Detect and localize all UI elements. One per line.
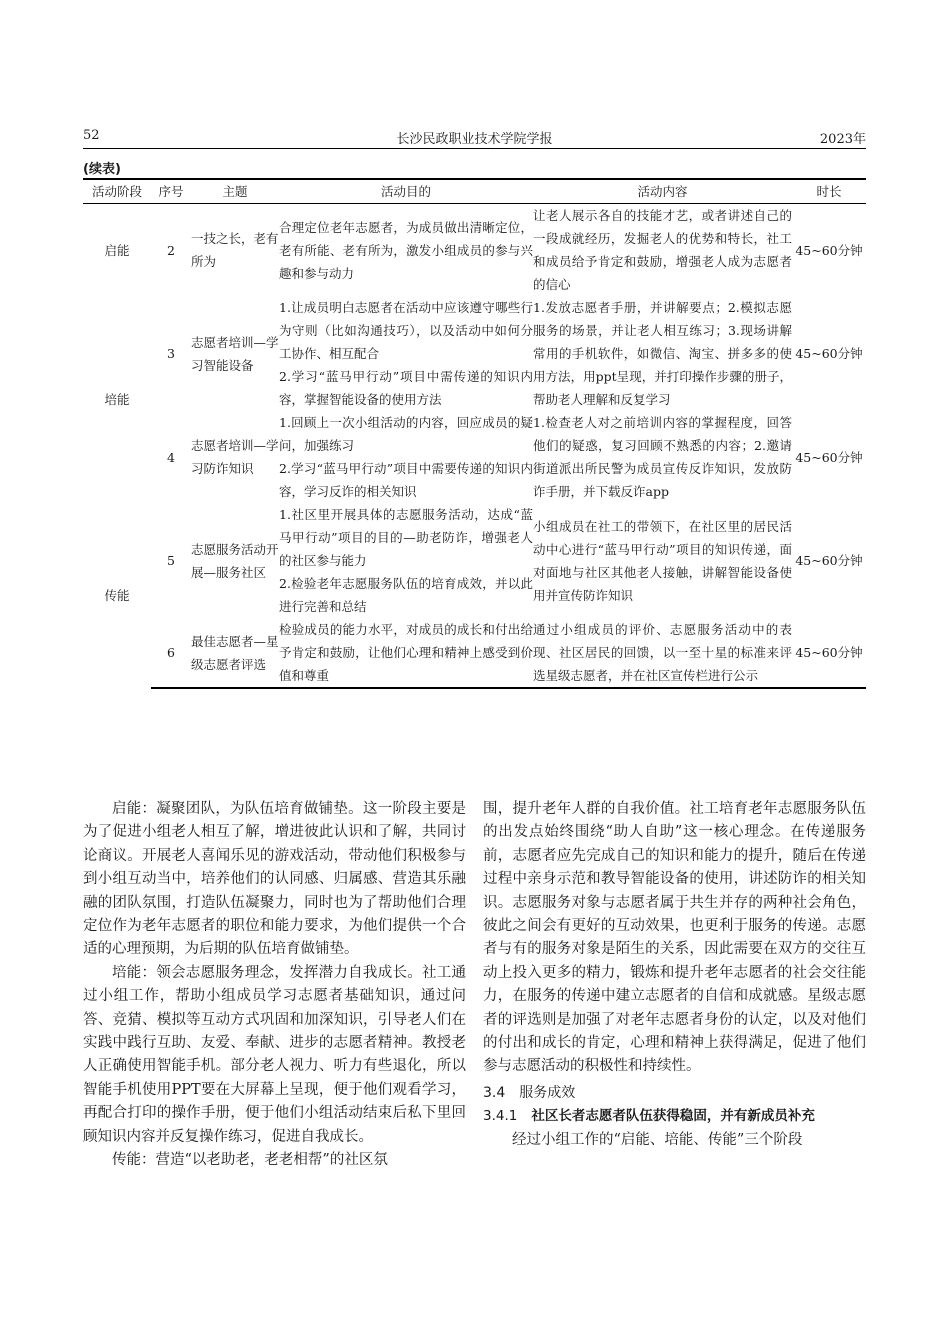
- topic-cell: 志愿者培训—学习智能设备: [191, 334, 279, 373]
- content-cell: 小组成员在社工的带领下，在社区里的居民活动中心进行“蓝马甲行动”项目的知识传递，面对面地与社区其他老人接触，讲解智能设备使用并宣传防诈知识: [533, 518, 792, 603]
- duration-cell: 45~60分钟: [795, 449, 863, 465]
- topic-cell: 一技之长，老有所为: [191, 231, 279, 269]
- header-duration: 时长: [792, 179, 866, 204]
- table-continued-label: (续表): [83, 162, 121, 177]
- journal-title: 长沙民政职业技术学院学报: [396, 132, 553, 147]
- right-column: [483, 798, 866, 1152]
- header-purpose: 活动目的: [279, 179, 533, 204]
- subsection-heading: [483, 1105, 866, 1128]
- number-cell: 4: [167, 449, 175, 465]
- table-row: [83, 296, 866, 411]
- duration-cell: 45~60分钟: [795, 242, 863, 258]
- header-stage: 活动阶段: [83, 179, 151, 204]
- left-column: [83, 798, 466, 1173]
- stage-cell: 培能: [104, 392, 130, 407]
- paragraph-results: 经过小组工作的“启能、培能、传能”三个阶段: [512, 1131, 803, 1148]
- table-row: [83, 503, 866, 618]
- header-topic: 主题: [191, 179, 279, 204]
- topic-cell: 志愿者培训—学习防诈知识: [191, 438, 279, 476]
- duration-cell: 45~60分钟: [792, 618, 866, 688]
- subsection-number: 3.4.1: [483, 1108, 518, 1125]
- page-number: 52: [83, 128, 100, 143]
- activity-table: [83, 178, 866, 689]
- content-cell: 1.检查老人对之前培训内容的掌握程度，回答他们的疑惑，复习回顾不熟悉的内容；2.邀请街道派出所民警为成员宣传反诈知识，发放防诈手册，并下载反诈app: [533, 415, 792, 499]
- number-cell: 3: [167, 346, 175, 361]
- header-content: 活动内容: [533, 179, 792, 204]
- number-cell: 6: [151, 618, 191, 688]
- year-label: 2023年: [819, 132, 866, 147]
- paragraph-continued: 围，提升老年人群的自我价值。社工培育老年志愿服务队伍的出发点始终围绕“助人自助”这一核心理念。在传递服务前，志愿者应先完成自己的知识和能力的提升，随后在传递过程中亲身示范和教导智能设备的使用，讲述防诈的相关知识。志愿服务对象与志愿者属于共生并存的两种社会角色，彼此之间会有更好的互动效果，也更利于服务的传递。志愿者与有的服务对象是陌生的关系，因此需要在双方的交往互动上投入更多的精力，锻炼和提升老年志愿者的社会交往能力，在服务的传递中建立志愿者的自信和成就感。星级志愿者的评选则是加强了对老年志愿者身份的认定，以及对他们的付出和成长的肯定，心理和精神上获得满足，促进了他们参与志愿活动的积极性和持续性。: [483, 801, 866, 1075]
- purpose-cell: 1.回顾上一次小组活动的内容，回应成员的疑问，加强练习 2.学习“蓝马甲行动”项目中需要传递的知识内容，学习反诈的相关知识: [279, 415, 533, 499]
- purpose-cell: 检验成员的能力水平，对成员的成长和付出给予肯定和鼓励，让他们心理和精神上感受到价值和尊重: [279, 618, 533, 688]
- subsection-title: 社区长者志愿者队伍获得稳固，并有新成员补充: [531, 1108, 815, 1125]
- purpose-cell: 合理定位老年志愿者，为成员做出清晰定位，老有所能、老有所为，激发小组成员的参与兴趣和参与动力: [279, 219, 533, 281]
- section-number: 3.4: [483, 1084, 506, 1101]
- content-cell: 1.发放志愿者手册，并讲解要点；2.模拟志愿服务的场景，并让老人相互练习；3.现场讲解常用的手机软件，如微信、淘宝、拼多多的使用方法，用ppt呈现，并打印操作步骤的册子，帮助老人理解和反复学习: [533, 300, 792, 407]
- header-rule: [83, 148, 866, 149]
- section-heading: [483, 1082, 866, 1105]
- stage-cell: 传能: [104, 588, 130, 603]
- paragraph-peineng: 培能：领会志愿服务理念，发挥潜力自我成长。社工通过小组工作，帮助小组成员学习志愿者基础知识，通过问答、竞猜、模拟等互动方式巩固和加深知识，引导老人们在实践中践行互助、友爱、奉献、进步的志愿者精神。教授老人正确使用智能手机。部分老人视力、听力有些退化，所以智能手机使用PPT要在大屏幕上呈现，便于他们观看学习，再配合打印的操作手册，便于他们小组活动结束后私下里回顾知识内容并反复操作练习，促进自我成长。: [83, 964, 466, 1145]
- purpose-cell: 1.社区里开展具体的志愿服务活动，达成“蓝马甲行动”项目的目的—助老防诈，增强老人的社区参与能力 2.检验老年志愿服务队伍的培育成效，并以此进行完善和总结: [279, 507, 533, 614]
- table-row: [83, 204, 866, 297]
- content-cell: 通过小组成员的评价、志愿服务活动中的表现、社区居民的回馈，以一至十星的标准来评选星级志愿者，并在社区宣传栏进行公示: [533, 618, 792, 688]
- topic-cell: 志愿服务活动开展—服务社区: [191, 541, 279, 580]
- purpose-cell: 1.让成员明白志愿者在活动中应该遵守哪些行为守则（比如沟通技巧），以及活动中如何分工协作、相互配合 2.学习“蓝马甲行动”项目中需传递的知识内容，掌握智能设备的使用方法: [279, 300, 533, 407]
- duration-cell: 45~60分钟: [795, 553, 863, 568]
- number-cell: 5: [167, 553, 175, 568]
- table-header-row: [83, 179, 866, 204]
- number-cell: 2: [167, 242, 175, 258]
- content-cell: 让老人展示各自的技能才艺，或者讲述自己的一段成就经历，发掘老人的优势和特长，社工和成员给予肯定和鼓励，增强老人成为志愿者的信心: [533, 208, 792, 292]
- header-number: 序号: [151, 179, 191, 204]
- duration-cell: 45~60分钟: [795, 346, 863, 361]
- page-header: [83, 128, 866, 146]
- section-title: 服务成效: [519, 1084, 576, 1101]
- paragraph-qineng: 启能：凝聚团队，为队伍培育做铺垫。这一阶段主要是为了促进小组老人相互了解，增进彼此认识和了解，共同讨论商议。开展老人喜闻乐见的游戏活动，带动他们积极参与到小组互动当中，培养他们的认同感、归属感、营造其乐融融的团队氛围，打造队伍凝聚力，同时也为了帮助他们合理定位作为老年志愿者的职位和能力要求，为他们提供一个合适的心理预期，为后期的队伍培育做铺垫。: [83, 801, 466, 958]
- topic-cell: 最佳志愿者—星级志愿者评选: [191, 618, 279, 688]
- table-row: [83, 618, 866, 688]
- table-row: [83, 411, 866, 503]
- stage-cell: 启能: [104, 242, 130, 258]
- paragraph-chuanneng: 传能：营造“以老助老，老老相帮”的社区氛: [112, 1152, 388, 1169]
